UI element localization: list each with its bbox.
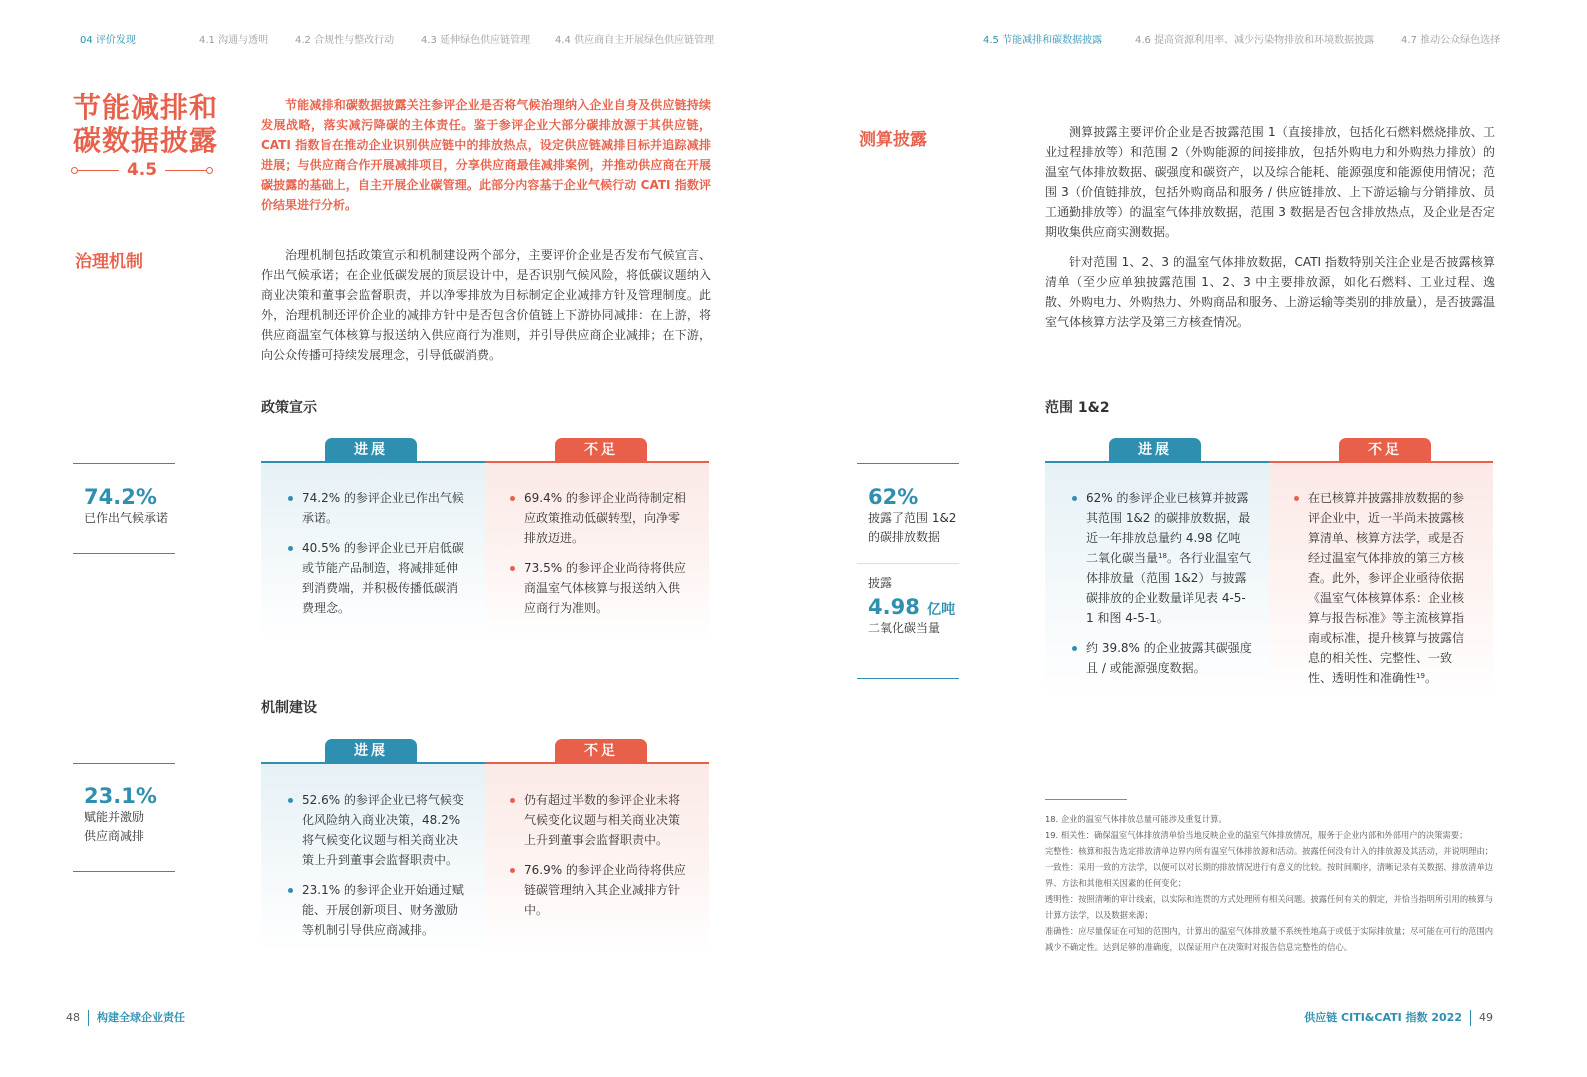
mechanism-shortfall-list	[524, 790, 690, 930]
policy-progress-list	[302, 488, 468, 628]
bullet-icon	[510, 496, 515, 501]
bullet-icon	[288, 798, 293, 803]
policy-progress-tab: 进展	[325, 438, 417, 462]
divider-right	[165, 170, 211, 171]
nav-item-4-5[interactable]: 4.5 节能减排和碳数据披露	[983, 35, 1103, 46]
bullet-icon	[288, 888, 293, 893]
list-item-text: 69.4% 的参评企业尚待制定相应政策推动低碳转型，向净零排放迈进。	[524, 491, 686, 545]
list-item-text: 52.6% 的参评企业已将气候变化风险纳入商业决策，48.2% 将气候变化议题与相关商业决策上升到董事会监督职责中。	[302, 793, 464, 867]
scope12-stat	[857, 463, 959, 679]
list-item	[1308, 488, 1474, 688]
list-item-text-cont: 。	[1424, 671, 1437, 685]
footnote-separator	[1045, 799, 1127, 800]
nav-item-4-1[interactable]: 4.1 沟通与透明	[199, 35, 269, 46]
bullet-icon	[510, 868, 515, 873]
footnote: 18. 企业的温室气体排放总量可能涉及重复计算。	[1045, 814, 1227, 824]
nav-item-4-2[interactable]: 4.2 合规性与整改行动	[295, 35, 395, 46]
list-item	[524, 488, 690, 548]
bullet-icon	[510, 566, 515, 571]
nav-item-04[interactable]: 04 评价发现	[80, 35, 136, 46]
list-item-text: 23.1% 的参评企业开始通过赋能、开展创新项目、财务激励等机制引导供应商减排。	[302, 883, 464, 937]
divider-left	[73, 170, 119, 171]
bullet-icon	[1294, 496, 1299, 501]
list-item	[302, 880, 468, 940]
mechanism-stat-value: 23.1%	[84, 784, 157, 808]
section-title-line1: 节能减排和	[73, 91, 219, 124]
page-number-left: 48	[66, 1011, 80, 1024]
list-item-text: 40.5% 的参评企业已开启低碳或节能产品制造，将减排延伸到消费端，并积极传播低碳消费理念。	[302, 541, 464, 615]
footnotes	[1045, 811, 1495, 955]
list-item-text-cont: 。各行业温室气体排放量（范围 1&2）与披露碳排放的企业数量详见表 4-5-1 和图 4-5-1。	[1086, 551, 1251, 625]
footer-title-right: 供应链 CITI&CATI 指数 2022	[1304, 1011, 1462, 1024]
section-title-line2: 碳数据披露	[73, 124, 219, 157]
footer-left	[66, 1009, 185, 1026]
bullet-icon	[288, 496, 293, 501]
footer-divider	[88, 1010, 89, 1026]
mechanism-progress-tab: 进展	[325, 739, 417, 763]
list-item	[1086, 488, 1252, 628]
list-item-text: 约 39.8% 的企业披露其碳强度且 / 或能源强度数据。	[1086, 641, 1252, 675]
mechanism-shortfall-tab: 不足	[555, 739, 647, 763]
bullet-icon	[510, 798, 515, 803]
scope12-stat2-label: 二氧化碳当量	[868, 621, 941, 635]
footer-right	[1304, 1009, 1493, 1026]
nav-item-4-7[interactable]: 4.7 推动公众绿色选择	[1401, 35, 1501, 46]
scope12-progress-tab: 进展	[1109, 438, 1201, 462]
list-item	[524, 860, 690, 920]
list-item-text: 仍有超过半数的参评企业未将气候变化议题与相关商业决策上升到董事会监督职责中。	[524, 793, 681, 847]
mechanism-stat-label-1: 赋能并激励	[84, 810, 145, 824]
list-item	[524, 790, 690, 850]
bullet-icon	[1072, 646, 1077, 651]
bullet-icon	[1072, 496, 1077, 501]
list-item-text: 76.9% 的参评企业尚待将供应链碳管理纳入其企业减排方针中。	[524, 863, 686, 917]
list-item	[1086, 638, 1252, 678]
section-number-text: 4.5	[126, 160, 158, 180]
page-number-right: 49	[1479, 1011, 1493, 1024]
scope12-stat2	[857, 593, 959, 619]
policy-stat-value: 74.2%	[84, 485, 157, 509]
list-item-text: 62% 的参评企业已核算并披露其范围 1&2 的碳排放数据，最近一年排放总量约 4.98 亿吨二氧化碳当量	[1086, 491, 1251, 565]
footnote: 透明性：按照清晰的审计线索，以实际和连贯的方式处理所有相关问题。披露任何有关的假定，并恰当指明所引用的核算与计算方法学，以及数据来源；	[1045, 894, 1494, 920]
footer-divider	[1470, 1010, 1471, 1026]
list-item-text: 在已核算并披露排放数据的参评企业中，近一半尚未披露核算清单、核算方法学，或是否经过温室气体排放的第三方核查。此外，参评企业亟待依据《温室气体核算体系：企业核算与报告标准》等主流核算指南或标准，提升核算与披露信息的相关性、完整性、一致性、透明性和准确性	[1308, 491, 1465, 685]
governance-text: 治理机制包括政策宣示和机制建设两个部分，主要评价企业是否发布气候宣言、作出气候承诺；在企业低碳发展的顶层设计中，是否识别气候风险，将低碳议题纳入商业决策和董事会监督职责，并以净零排放为目标制定企业减排方针及管理制度。此外，治理机制还评价企业的减排方针中是否包含价值链上下游协同减排：在上游，将供应商温室气体核算与报送纳入供应商行为准则，并引导供应商企业减排；在下游，向公众传播可持续发展理念，引导低碳消费。	[261, 248, 711, 362]
mechanism-stat	[73, 763, 175, 872]
policy-shortfall-list	[524, 488, 690, 628]
policy-shortfall-tab: 不足	[555, 438, 647, 462]
footnote: 19. 相关性：确保温室气体排放清单恰当地反映企业的温室气体排放情况，服务于企业内部和外部用户的决策需要；	[1045, 830, 1468, 840]
scope12-stat2-value: 4.98	[868, 595, 920, 619]
footnote-ref-18[interactable]: 18	[1158, 552, 1167, 560]
scope12-shortfall-list	[1308, 488, 1474, 698]
footnote: 一致性：采用一致的方法学，以便可以对长期的排放情况进行有意义的比较。按时间顺序，清晰记录有关数据、排放清单边界、方法和其他相关因素的任何变化；	[1045, 862, 1494, 888]
list-item-text: 74.2% 的参评企业已作出气候承诺。	[302, 491, 464, 525]
governance-heading: 治理机制	[75, 252, 143, 272]
measurement-para-2: 针对范围 1、2、3 的温室气体排放数据，CATI 指数特别关注企业是否披露核算清单（至少应单独披露范围 1、2、3 中主要排放源，如化石燃料、工业过程、逸散、外购电力、外购热力、外购商品和服务、上游运输等类别的排放量），是否披露温室气体核算方法学及第三方核查情况。	[1045, 255, 1496, 329]
nav-item-4-6[interactable]: 4.6 提高资源利用率、减少污染物排放和环境数据披露	[1135, 35, 1375, 46]
measurement-heading: 测算披露	[859, 130, 927, 150]
nav-item-4-4[interactable]: 4.4 供应商自主开展绿色供应链管理	[555, 35, 715, 46]
mechanism-heading: 机制建设	[261, 700, 317, 716]
policy-stat-label: 已作出气候承诺	[84, 511, 169, 525]
bullet-icon	[288, 546, 293, 551]
footnote: 准确性：应尽量保证在可知的范围内，计算出的温室气体排放量不系统性地高于或低于实际排放量；尽可能在可行的范围内减少不确定性。达到足够的准确度，以保证用户在决策时对报告信息完整性的信心。	[1045, 926, 1494, 952]
footer-title-left: 构建全球企业责任	[97, 1011, 185, 1024]
scope12-stat-label-1: 披露了范围 1&2	[868, 511, 957, 525]
scope12-stat-value: 62%	[868, 485, 919, 509]
scope12-heading: 范围 1&2	[1045, 400, 1110, 416]
footnote: 完整性：核算和报告选定排放清单边界内所有温室气体排放源和活动。披露任何没有计入的排放源及其活动，并说明理由；	[1045, 846, 1494, 856]
policy-heading: 政策宣示	[261, 400, 317, 416]
scope12-shortfall-tab: 不足	[1339, 438, 1431, 462]
footnote-ref-19[interactable]: 19	[1416, 672, 1425, 680]
nav-item-4-3[interactable]: 4.3 延伸绿色供应链管理	[421, 35, 531, 46]
scope12-stat2-unit: 亿吨	[927, 602, 956, 618]
section-intro: 节能减排和碳数据披露关注参评企业是否将气候治理纳入企业自身及供应链持续发展战略，落实减污降碳的主体责任。鉴于参评企业大部分碳排放源于其供应链，CATI 指数旨在推动企业识别供应链中的排放热点，设定供应链减排目标并追踪减排进展；与供应商合作开展减排项目，分享供应商最佳减排案例，并推动供应商在开展碳披露的基础上，自主开展企业碳管理。此部分内容基于企业气候行动 CATI 指数评价结果进行分析。	[261, 98, 711, 212]
policy-stat	[73, 463, 175, 554]
scope12-progress-list	[1086, 488, 1252, 688]
scope12-stat-label-2: 的碳排放数据	[868, 530, 941, 544]
mechanism-stat-label-2: 供应商减排	[84, 829, 145, 843]
list-item	[302, 790, 468, 870]
section-title	[73, 91, 223, 157]
mechanism-progress-list	[302, 790, 468, 950]
list-item-text: 73.5% 的参评企业尚待将供应商温室气体核算与报送纳入供应商行为准则。	[524, 561, 686, 615]
section-number	[73, 160, 211, 180]
list-item	[302, 488, 468, 528]
list-item	[524, 558, 690, 618]
measurement-para-1: 测算披露主要评价企业是否披露范围 1（直接排放，包括化石燃料燃烧排放、工业过程排放等）和范围 2（外购能源的间接排放，包括外购电力和外购热力排放）的温室气体排放数据、碳强度和碳资产，以及综合能耗、能源强度和能源使用情况；范围 3（价值链排放，包括外购商品和服务 / 供应链排放、上下游运输与分销排放、员工通勤排放等）的温室气体排放数据，范围 3 数据是否包含排放热点，及企业是否定期收集供应商实测数据。	[1045, 125, 1495, 239]
stat-divider	[857, 563, 959, 564]
scope12-stat2-prefix: 披露	[868, 576, 893, 590]
list-item	[302, 538, 468, 618]
